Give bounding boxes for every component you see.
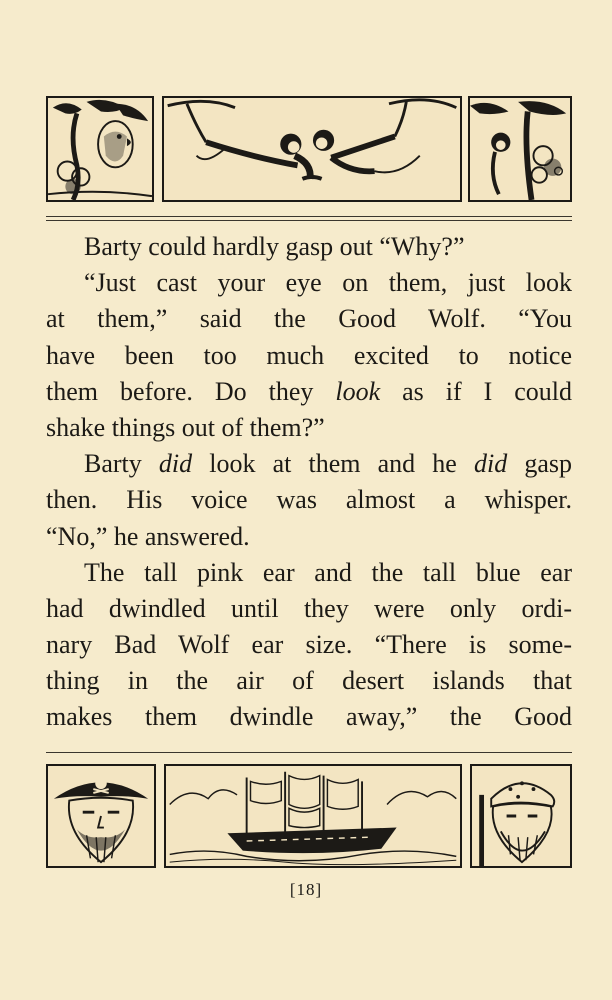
text-run: thing in the air of desert islands that [46,666,572,696]
text-line [46,699,572,735]
pirate-skull-hat-illustration [46,764,156,868]
header-rule [46,216,572,221]
text-run: Barty could hardly gasp out “Why?” [84,232,465,261]
text-line [46,265,572,301]
text-line [46,663,572,699]
parrot-icon [48,98,152,200]
pirate-bandana-icon [472,766,570,866]
italic-text: did [158,449,193,479]
text-line [46,374,572,410]
text-run: then. His voice was almost a whisper. [46,485,572,515]
text-run: nary Bad Wolf ear size. “There is some- [46,630,572,660]
footer-rule [46,752,572,753]
text-run: “No,” he answered. [46,521,250,551]
text-run: gasp [507,449,572,479]
parrot-in-palm-illustration [46,96,154,202]
text-line [46,482,572,518]
text-line [46,410,572,446]
text-run: look at them and he [192,449,474,479]
pirate-icon [48,766,154,866]
page-text [46,229,572,736]
text-run: makes them dwindle away,” the Good [46,702,572,732]
page-number: [18] [289,880,323,899]
ship-icon [166,766,460,866]
text-line [46,301,572,337]
italic-text: look [335,376,381,406]
pirate-ship-illustration [164,764,462,868]
text-line [46,229,572,265]
text-line [46,446,572,482]
text-run: them before. Do they [46,376,336,406]
footer-illustration-band [46,764,572,868]
text-line [46,627,572,663]
text-run: have been too much excited to notice [46,340,572,370]
text-run: The tall pink ear and the tall blue ear [84,557,572,587]
text-run: “Just cast your eye on them, just look [84,268,572,298]
text-run: as if I could [380,376,572,406]
pirate-bandana-illustration [470,764,572,868]
text-run: shake things out of them?” [46,412,325,442]
text-run: Barty [84,449,159,479]
text-run: at them,” said the Good Wolf. “You [46,304,572,334]
text-line [46,519,572,555]
monkeys-icon [164,98,460,200]
italic-text: did [473,449,508,479]
text-line [46,338,572,374]
text-line [46,555,572,591]
monkey-in-palm-illustration [468,96,572,202]
monkeys-swinging-illustration [162,96,462,202]
palm-tree-icon [470,98,570,200]
text-run: had dwindled until they were only ordi- [46,593,572,623]
text-line [46,591,572,627]
header-illustration-band [46,96,572,202]
